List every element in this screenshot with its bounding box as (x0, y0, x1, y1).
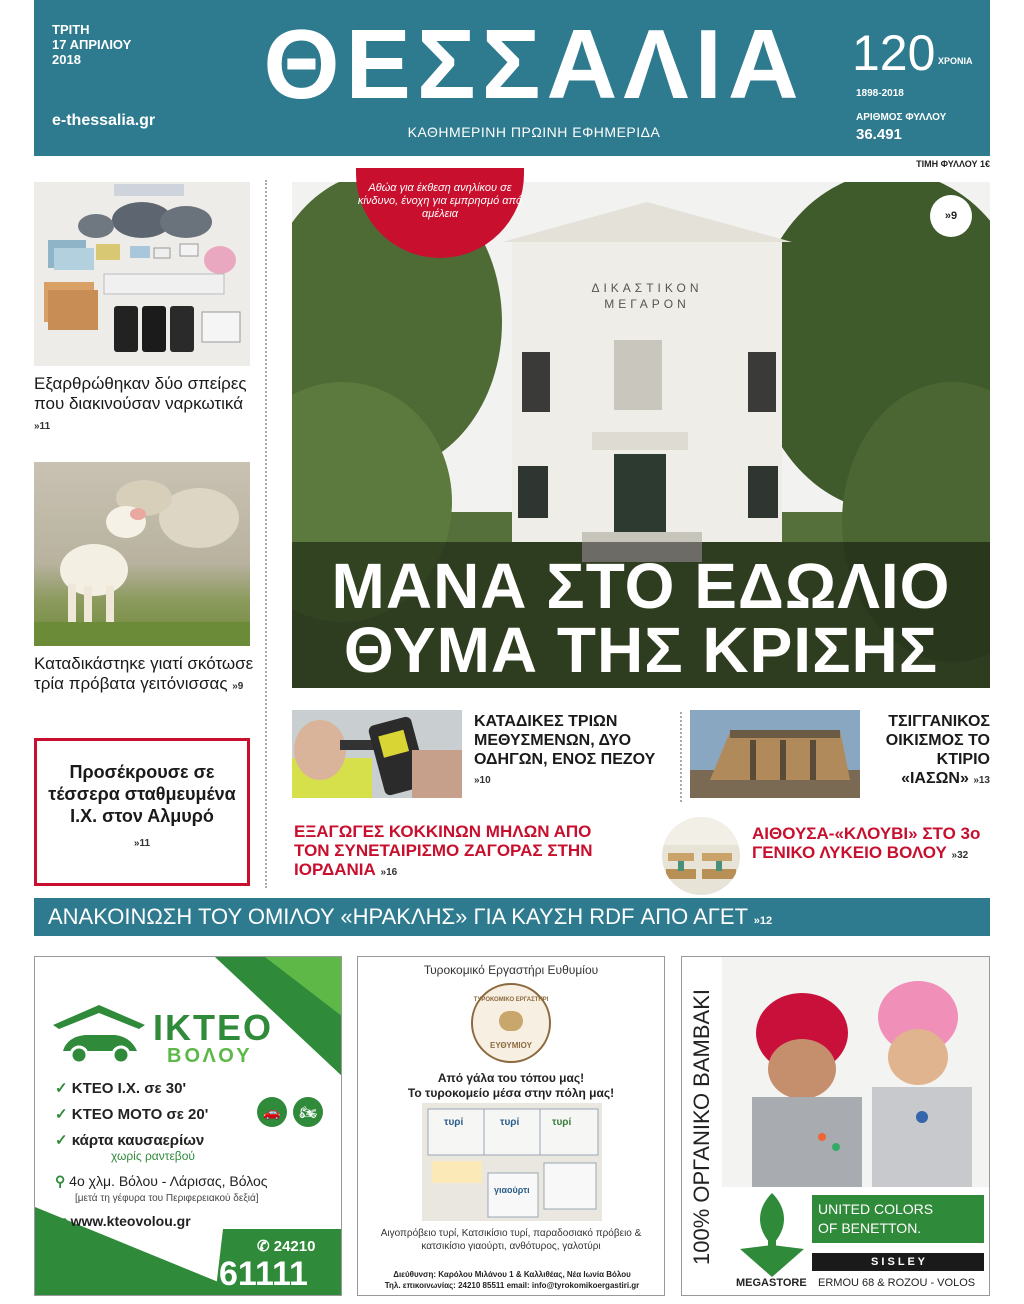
story-iason-page-ref: »13 (973, 775, 990, 786)
story-sheep-headline: Καταδικάστηκε γιατί σκότωσε τρία πρόβατα γειτόνισσας (34, 654, 254, 693)
kteo-website[interactable] (55, 1213, 191, 1230)
middle-divider (680, 712, 682, 802)
story-iason-headline: ΤΣΙΓΓΑΝΙΚΟΣ ΟΙΚΙΣΜΟΣ ΤΟ ΚΤΙΡΙΟ «ΙΑΣΩΝ» (885, 713, 990, 787)
motorcycle-icon: 🏍 (293, 1097, 323, 1127)
kteo-item-moto-text: ΚΤΕΟ ΜΟΤΟ σε 20' (71, 1106, 209, 1123)
cheese-shop-phone-email: Τηλ. επικοινωνίας: 24210 85511 email: info@tyrokomikoergastiri.gr (384, 1281, 640, 1290)
story-classroom-headline: ΑΙΘΟΥΣΑ-«ΚΛΟΥΒΙ» ΣΤΟ 3ο ΓΕΝΙΚΟ ΛΥΚΕΙΟ ΒΟΛΟΥ (752, 824, 981, 862)
benetton-advertisement[interactable] (681, 956, 990, 1296)
iraklis-announcement-banner[interactable] (34, 898, 990, 936)
cheese-shop-address: Διεύθυνση: Καρόλου Μιλάνου 1 & Καλλιθέας, Νέα Ιωνία Βόλου (393, 1270, 631, 1279)
kteo-address-text: 4ο χλμ. Βόλου - Λάρισας, Βόλος (69, 1173, 268, 1189)
lead-headline (292, 550, 990, 686)
story-sheep-page-ref: »9 (232, 681, 244, 692)
seal-top-text: ΤΥΡΟΚΟΜΙΚΟ ΕΡΓΑΣΤΗΡΙ (473, 997, 549, 1003)
story-drunk-page-ref: »10 (474, 775, 491, 786)
drugs-seizure-photo[interactable] (34, 182, 250, 366)
cheese-shop-slogan (358, 1071, 664, 1101)
location-pin-icon: ⚲ (55, 1173, 70, 1189)
issue-day: ΤΡΙΤΗ (52, 22, 90, 37)
website-link[interactable]: e-thessalia.gr (52, 112, 156, 129)
lead-headline-line2: ΘΥΜΑ ΤΗΣ ΚΡΙΣΗΣ (343, 614, 939, 686)
classroom-graphic (662, 817, 740, 895)
anniversary-label: ΧΡΟΝΙΑ (938, 56, 973, 66)
slogan-line2: Το τυροκομείο μέσα στην πόλη μας! (407, 1086, 615, 1100)
kteo-advertisement[interactable] (34, 956, 342, 1296)
almyros-crash-text (37, 761, 247, 855)
megastore-label: MEGASTORE (736, 1277, 807, 1289)
lamb-photo[interactable] (34, 462, 250, 646)
car-icon: 🚗 (257, 1097, 287, 1127)
story-sheep-text[interactable] (34, 654, 254, 697)
lead-page-ref[interactable]: »9 (930, 195, 972, 237)
slogan-line1: Από γάλα του τόπου μας! (437, 1071, 585, 1085)
story-apples-page-ref: »16 (380, 867, 398, 878)
check-icon: ✓ (55, 1106, 72, 1123)
newspaper-title: ΘΕΣΣΑΛΙΑ (263, 9, 805, 119)
story-drunk-headline: ΚΑΤΑΔΙΚΕΣ ΤΡΙΩΝ ΜΕΘΥΣΜΕΝΩΝ, ΔΥΟ ΟΔΗΓΩΝ, ΕΝΟΣ ΠΕΖΟΥ (474, 713, 656, 768)
building-sign-top: ΔΙΚΑΣΤΙΚΟΝ (591, 281, 703, 295)
cheese-products-photo (422, 1103, 602, 1221)
cheese-shop-seal (471, 983, 551, 1063)
breathalyzer-photo[interactable] (292, 710, 462, 798)
story-drugs-headline: Εξαρθρώθηκαν δύο σπείρες που διακινούσαν ναρκωτικά (34, 374, 247, 413)
story-drugs-page-ref: »11 (34, 421, 51, 432)
benetton-knot-logo (736, 1189, 808, 1281)
issue-year: 2018 (52, 52, 81, 67)
anniversary-number: 120 (852, 25, 936, 81)
link-icon: ⚯ (55, 1213, 71, 1229)
iason-building-graphic (690, 710, 860, 798)
kteo-no-appointment: χωρίς ραντεβού (111, 1149, 195, 1163)
classroom-photo[interactable] (662, 817, 740, 895)
check-icon: ✓ (55, 1080, 72, 1097)
cheese-shop-description: Αιγοπρόβειο τυρί, Κατσικίσιο τυρί, παραδοσιακό πρόβειο & κατσικίσιο γιαούρτι, ανθότυρος, γαλοτύρι (380, 1228, 642, 1252)
product-label-3: τυρί (552, 1117, 572, 1128)
iraklis-announcement-page-ref: »12 (753, 915, 773, 927)
story-classroom-page-ref: »32 (951, 850, 969, 861)
seal-bottom-text: ΕΥΘΥΜΙΟΥ (490, 1041, 532, 1050)
product-label-2: τυρί (500, 1117, 520, 1128)
story-drugs-text[interactable] (34, 374, 254, 437)
newspaper-subtitle: ΚΑΘΗΜΕΡΙΝΗ ΠΡΩΙΝΗ ΕΦΗΜΕΡΙΔΑ (407, 124, 661, 140)
cheese-shop-title: Τυροκομικό Εργαστήρι Ευθυμίου (423, 963, 599, 977)
kteo-address (55, 1173, 268, 1190)
benetton-brand-line1: UNITED COLORS (818, 1201, 934, 1217)
kteo-item-car (55, 1079, 186, 1097)
kids-photo (722, 957, 990, 1187)
cheese-shop-contact (362, 1269, 662, 1291)
story-drunk-text[interactable] (474, 712, 666, 790)
issue-date (52, 22, 131, 67)
issue-number-label: ΑΡΙΘΜΟΣ ΦΥΛΛΟΥ (856, 112, 947, 123)
organic-cotton-vertical-text: 100% ΟΡΓΑΝΙΚΟ ΒΑΜΒΑΚΙ (689, 989, 714, 1265)
iason-building-photo[interactable] (690, 710, 860, 798)
kteo-phone-number[interactable]: 61111 (219, 1255, 308, 1293)
almyros-crash-box[interactable] (34, 738, 250, 886)
kteo-phone-prefix (257, 1237, 315, 1255)
anniversary-years: 1898-2018 (856, 88, 904, 99)
kteo-phone-prefix-text: 24210 (273, 1238, 316, 1255)
benetton-brand-box (812, 1195, 984, 1243)
issue-date-text: 17 ΑΠΡΙΛΙΟΥ (52, 37, 132, 52)
kteo-item-emissions (55, 1131, 204, 1149)
building-sign-bottom: ΜΕΓΑΡΟΝ (604, 297, 690, 311)
kteo-website-text: www.kteovolou.gr (70, 1213, 191, 1229)
almyros-crash-page-ref: »11 (133, 838, 151, 849)
story-classroom-text[interactable] (752, 824, 992, 865)
lead-verdict-text: Αθώα για έκθεση ανηλίκου σε κίνδυνο, ένοχη για εμπρησμό από αμέλεια (357, 182, 523, 220)
breathalyzer-graphic (292, 710, 462, 798)
story-apples-headline: ΕΞΑΓΩΓΕΣ ΚΟΚΚΙΝΩΝ ΜΗΛΩΝ ΑΠΟ ΤΟΝ ΣΥΝΕΤΑΙΡΙΣΜΟ ΖΑΓΟΡΑΣ ΣΤΗΝ ΙΟΡΔΑΝΙΑ (294, 822, 593, 879)
kteo-city: ΒΟΛΟΥ (167, 1045, 253, 1067)
goat-icon (499, 1011, 523, 1031)
sisley-brand: S I S L E Y (812, 1253, 984, 1271)
kteo-item-emissions-text: κάρτα καυσαερίων (71, 1132, 205, 1149)
column-divider (265, 180, 267, 888)
cheese-shop-advertisement[interactable] (357, 956, 665, 1296)
megastore-address: ERMOU 68 & ROZOU - VOLOS (818, 1277, 976, 1289)
car-garage-icon (49, 1003, 149, 1067)
almyros-crash-headline: Προσέκρουσε σε τέσσερα σταθμευμένα Ι.Χ. στον Αλμυρό (48, 762, 236, 826)
phone-icon: ✆ (257, 1238, 274, 1255)
story-apples-text[interactable] (294, 822, 624, 882)
kteo-item-moto (55, 1105, 208, 1123)
lead-headline-line1: ΜΑΝΑ ΣΤΟ ΕΔΩΛΙΟ (331, 550, 951, 622)
benetton-brand-line2: OF BENETTON. (818, 1220, 922, 1236)
check-icon: ✓ (55, 1132, 72, 1149)
issue-number: 36.491 (856, 126, 902, 143)
product-label-1: τυρί (444, 1117, 464, 1128)
iraklis-announcement-text: ΑΝΑΚΟΙΝΩΣΗ ΤΟΥ ΟΜΙΛΟΥ «ΗΡΑΚΛΗΣ» ΓΙΑ ΚΑΥΣΗ RDF ΑΠΟ ΑΓΕΤ (48, 904, 748, 929)
issue-price: ΤΙΜΗ ΦΥΛΛΟΥ 1€ (916, 159, 990, 169)
lead-story-photo[interactable] (292, 182, 990, 688)
lamb-photo-graphic (34, 462, 250, 646)
drugs-photo-graphic (34, 182, 250, 366)
kteo-brand: ΙΚΤΕΟ (153, 1007, 274, 1048)
masthead (34, 0, 990, 156)
story-iason-text[interactable] (868, 712, 990, 790)
product-label-4: γιαούρτι (494, 1185, 530, 1195)
kteo-item-car-text: ΚΤΕΟ Ι.Χ. σε 30' (71, 1080, 187, 1097)
kteo-address-note: [μετά τη γέφυρα του Περιφερειακού δεξιά] (75, 1193, 259, 1204)
